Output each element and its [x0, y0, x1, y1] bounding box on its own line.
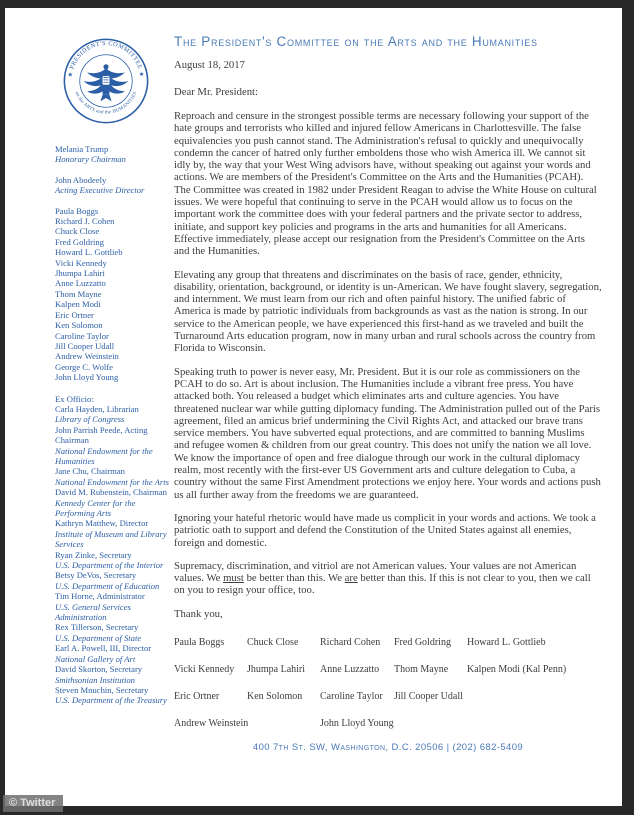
letter-date: August 18, 2017 [174, 59, 245, 71]
member-name: Kalpen Modi [55, 299, 101, 310]
signature-name: Kalpen Modi (Kal Penn) [467, 663, 567, 675]
twitter-watermark: © Twitter [3, 795, 63, 812]
ex-officio-name: John Parrish Peede, Acting Chairman [55, 424, 148, 446]
signature-grid [174, 636, 602, 730]
ex-officio-org: Kennedy Center for the Performing Arts [55, 497, 136, 518]
letterhead-title: The President's Committee on the Arts and the Humanities [174, 34, 538, 49]
signature-name: Paula Boggs [174, 636, 225, 648]
ex-officio-org: National Gallery of Art [55, 653, 136, 664]
leadership-title: Honorary Chairman [55, 154, 126, 165]
ex-officio-item [55, 664, 174, 685]
signature-name: Howard L. Gottlieb [467, 636, 546, 648]
ex-officio-item [55, 570, 174, 591]
ex-officio-name: Jane Chu, Chairman [55, 466, 125, 477]
seal-ring-text-top: ★ PRESIDENT'S COMMITTEE ★ [66, 40, 146, 78]
ex-officio-item [55, 685, 174, 706]
ex-officio-item [55, 550, 174, 571]
values-part2: be better than this. We [243, 572, 345, 585]
leadership-name: Melania Trump [55, 144, 109, 154]
ex-officio-name: Betsy DeVos, Secretary [55, 570, 137, 581]
ex-officio-item [55, 591, 174, 622]
ex-officio-item [55, 622, 174, 643]
ex-officio-item [55, 518, 174, 549]
ex-officio-item [55, 643, 174, 664]
ex-officio-name: Carla Hayden, Librarian [55, 403, 139, 414]
leadership-item [55, 144, 174, 165]
signature-name: Richard Cohen [320, 636, 381, 648]
signature-name: Chuck Close [247, 636, 299, 648]
letter-body [174, 34, 602, 806]
member-name: John Lloyd Young [55, 372, 119, 383]
member-name: Ken Solomon [55, 320, 103, 331]
member-name: Paula Boggs [55, 205, 99, 216]
ex-officio-org: Institute of Museum and Library Services [55, 528, 167, 550]
ex-officio-name: Steven Mnuchin, Secretary [55, 684, 149, 695]
paragraph-values [174, 560, 602, 597]
signature-name: Vicki Kennedy [174, 663, 235, 675]
sidebar [55, 34, 174, 806]
leadership-title: Acting Executive Director [55, 185, 145, 196]
ex-officio-label: Ex Officio: [55, 393, 94, 404]
ex-officio-name: Ryan Zinke, Secretary [55, 549, 132, 560]
member-name: Jhumpa Lahiri [55, 268, 105, 279]
ex-officio-name: Tim Horne, Administrator [55, 591, 145, 602]
signature-name: Thom Mayne [394, 663, 449, 675]
signature-name [467, 690, 602, 703]
member-name: Jill Cooper Udall [55, 340, 115, 351]
leadership-name: John Abodeely [55, 174, 107, 185]
salutation: Dear Mr. President: [174, 86, 258, 98]
closing: Thank you, [174, 607, 223, 620]
ex-officio-org: National Endowment for the Arts [55, 476, 169, 487]
member-name: Richard J. Cohen [55, 216, 115, 227]
member-name: Vicki Kennedy [55, 257, 107, 268]
signature-name: Jill Cooper Udall [394, 690, 463, 702]
ex-officio-org: U.S. General Services Administration [55, 601, 131, 623]
member-name: Chuck Close [55, 226, 100, 237]
signature-name: Andrew Weinstein [174, 717, 249, 729]
signature-name: Eric Ortner [174, 690, 220, 702]
footer-address: 400 7th St. SW, Washington, D.C. 20506 | (202) 682-5409 [252, 741, 524, 753]
member-name: Howard L. Gottlieb [55, 247, 123, 258]
ex-officio-org: U.S. Department of Education [55, 580, 160, 591]
ex-officio-item [55, 425, 174, 467]
member-name: Fred Goldring [55, 236, 104, 247]
signature-name: Ken Solomon [247, 690, 303, 702]
signature-name: Caroline Taylor [320, 690, 383, 702]
signature-name: Anne Luzzatto [320, 663, 380, 675]
ex-officio-list [55, 404, 174, 706]
values-underline-must: must [223, 572, 244, 585]
paragraph-elevating: Elevating any group that threatens and discriminates on the basis of race, gender, ethnicity, disability, orientation, background, or identity is un-American. We have fought slavery, segregation, and internment. We must learn from our rich and often painful history. The unified fabric of America is made by patriotic individuals from backgrounds as vast as the nation is strong. In our service to the American people, we have experienced this first-hand as we traveled and built the Turnaround Arts education program, now in many urban and rural schools across the country from Florida to Wisconsin. [174, 268, 602, 355]
values-part1: Supremacy, discrimination, and vitriol are not American values. Your values are not American values. We [174, 559, 577, 585]
signature-name: Fred Goldring [394, 636, 451, 648]
member-name: George C. Wolfe [55, 361, 113, 372]
ex-officio-org: U.S. Department of the Interior [55, 560, 164, 571]
paragraph-speaking-truth: Speaking truth to power is never easy, Mr. President. But it is our role as commissioners on the PCAH to do so. Art is about inclusion. The Humanities include a vibrant free press. You have attacked both. You released a budget which eliminates arts and culture agencies. You have threatened nuclear war while gutting diplomacy funding. The Administration pulled out of the Paris agreement, filed an amicus brief undermining the Civil Rights Act, and attacked our brave trans service members. You have subverted equal protections, and are committed to banning Muslims and refugee women & children from our great country. This does not unify the nation we all love. We know the importance of open and free dialogue through our work in the cultural diplomacy realm, most recently with the first-ever US Government arts and culture delegation to Cuba, a country without the same First Amendment protections we enjoy here. Your words and actions push us all further away from the freedoms we are guaranteed. [174, 365, 601, 501]
ex-officio-org: U.S. Department of State [55, 632, 142, 643]
ex-officio-org: Smithsonian Institution [55, 674, 135, 685]
ex-officio-name: Earl A. Powell, III, Director [55, 643, 152, 654]
paragraph-reproach: Reproach and censure in the strongest possible terms are necessary following your support of the hate groups and terrorists who killed and injured fellow Americans in Charlottesville. The false equivalencies you push cannot stand. The Administration's refusal to quickly and unequivocally condemn the cancer of hatred only further emboldens those who wish America ill. We cannot sit idly by, the way that your West Wing advisors have, without speaking out against your words and actions. We are members of the President's Committee on the Arts and the Humanities (PCAH). The Committee was created in 1982 under President Reagan to advise the White House on cultural issues. We were hopeful that continuing to serve in the PCAH would allow us to focus on the important work the committee does with your federal partners and the private sector to address, initiate, and support key policies and programs in the arts and humanities for all Americans. Effective immediately, please accept our resignation from the President's Committee on the Arts and the Humanities. [174, 110, 597, 258]
ex-officio-name: David Skorton, Secretary [55, 664, 143, 675]
member-name: Anne Luzzatto [55, 278, 106, 289]
values-part3: better than this. If this is not clear to you, then we call on you to resign your office, too. [174, 572, 591, 597]
values-underline-are: are [344, 572, 358, 585]
ex-officio-org: U.S. Department of the Treasury [55, 695, 167, 706]
member-name: Eric Ortner [55, 309, 94, 320]
ex-officio-item [55, 487, 174, 518]
member-name: Thom Mayne [55, 288, 102, 299]
member-name: Andrew Weinstein [55, 351, 119, 362]
signature-name [247, 717, 320, 730]
member-list [55, 206, 174, 383]
paragraph-ignoring: Ignoring your hateful rhetoric would have made us complicit in your words and actions. We took a patriotic oath to support and defend the Constitution of the United States against all enemies, foreign and domestic. [174, 511, 596, 549]
signature-name: John Lloyd Young [320, 717, 394, 729]
ex-officio-name: Rex Tillerson, Secretary [55, 622, 139, 633]
ex-officio-org: Library of Congress [55, 414, 125, 425]
ex-officio-name: David M. Rubenstein, Chairman [55, 487, 167, 498]
ex-officio-item [55, 466, 174, 487]
letter-page [5, 8, 622, 806]
ex-officio-org: National Endowment for the Humanities [55, 445, 153, 466]
signature-name: Jhumpa Lahiri [247, 663, 306, 675]
leadership-item [55, 175, 174, 196]
committee-seal [63, 38, 149, 124]
leadership-list [55, 144, 174, 196]
ex-officio-name: Kathryn Matthew, Director [55, 518, 149, 529]
ex-officio-item [55, 404, 174, 425]
seal-ring-text-bottom: on the ARTS and the HUMANITIES [73, 91, 139, 116]
member-name: Caroline Taylor [55, 330, 109, 341]
